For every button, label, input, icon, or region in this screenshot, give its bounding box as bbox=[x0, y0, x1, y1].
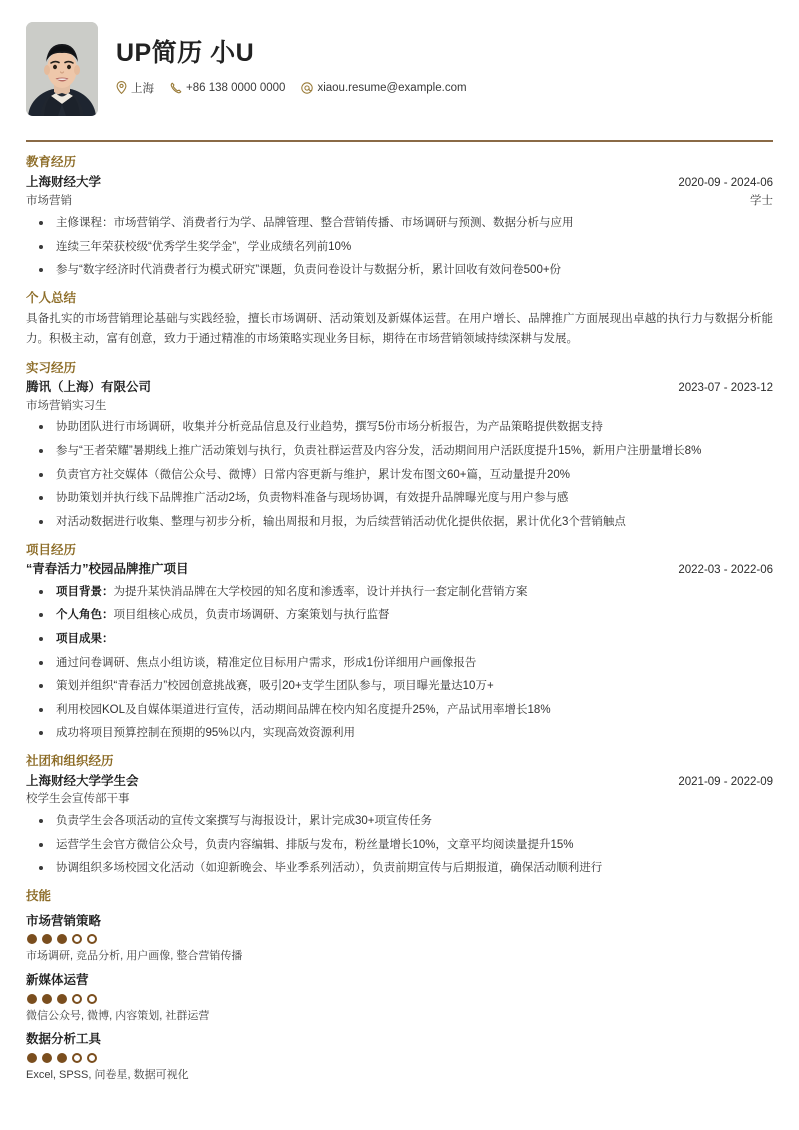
list-item-text: 为提升某快消品牌在大学校园的知名度和渗透率，设计并执行一套定制化营销方案 bbox=[113, 585, 528, 598]
section-title-internship: 实习经历 bbox=[26, 360, 77, 375]
contact-line bbox=[116, 80, 773, 96]
skill-dot-empty bbox=[72, 934, 82, 944]
list-item-text: 策划并组织“青春活力”校园创意挑战赛，吸引20+支学生团队参与，项目曝光量达10万+ bbox=[56, 680, 494, 693]
section-title-skills: 技能 bbox=[26, 888, 52, 903]
section-title-project: 项目经历 bbox=[26, 542, 77, 557]
project-bullet-list bbox=[26, 583, 773, 743]
location-pin-icon bbox=[116, 81, 127, 94]
list-item: 协调组织多场校园文化活动（如迎新晚会、毕业季系列活动），负责前期宣传与后期报道，确保活动顺利进行 bbox=[26, 859, 773, 878]
internship-bullet-list bbox=[26, 418, 773, 531]
club-bullet-list bbox=[26, 812, 773, 878]
list-item: 连续三年荣获校级“优秀学生奖学金”，学业成绩名列前10% bbox=[26, 238, 773, 257]
skill-keywords: 微信公众号, 微博, 内容策划, 社群运营 bbox=[26, 1009, 210, 1022]
contact-email-text: xiaou.resume@example.com bbox=[317, 81, 467, 94]
skill-keywords: 市场调研, 竞品分析, 用户画像, 整合营销传播 bbox=[26, 950, 243, 963]
list-item bbox=[26, 677, 773, 696]
phone-icon bbox=[170, 82, 182, 94]
skill-level-dots bbox=[27, 994, 773, 1004]
education-bullet-list bbox=[26, 214, 773, 280]
resume-header bbox=[26, 22, 773, 122]
club-entry bbox=[26, 772, 773, 878]
education-major: 市场营销 bbox=[26, 195, 72, 208]
skill-dot-filled bbox=[57, 1053, 67, 1063]
list-item-text: 项目组核心成员，负责市场调研、方案策划与执行监督 bbox=[113, 609, 390, 622]
club-date: 2021-09 - 2022-09 bbox=[678, 775, 773, 788]
section-title-education: 教育经历 bbox=[26, 155, 77, 169]
skill-level-dots bbox=[27, 1053, 773, 1063]
list-item: 运营学生会官方微信公众号，负责内容编辑、排版与发布，粉丝量增长10%，文章平均阅读量提升15% bbox=[26, 836, 773, 855]
list-item: 协助策划并执行线下品牌推广活动2场，负责物料准备与现场协调，有效提升品牌曝光度与用户参与感 bbox=[26, 489, 773, 508]
list-item-label: 项目背景： bbox=[56, 585, 114, 598]
internship-entry bbox=[26, 378, 773, 531]
list-item: 负责学生会各项活动的宣传文案撰写与海报设计，累计完成30+项宣传任务 bbox=[26, 812, 773, 831]
skill-item bbox=[26, 971, 773, 1024]
contact-email bbox=[301, 82, 466, 94]
contact-location-text: 上海 bbox=[131, 82, 154, 95]
list-item: 对活动数据进行收集、整理与初步分析，输出周报和月报，为后续营销活动优化提供依据，累计优化3个营销触点 bbox=[26, 513, 773, 532]
list-item: 负责官方社交媒体（微信公众号、微博）日常内容更新与维护，累计发布图文60+篇，互动量提升20% bbox=[26, 466, 773, 485]
project-entry bbox=[26, 560, 773, 743]
education-org: 上海财经大学 bbox=[26, 174, 102, 189]
contact-phone-text: +86 138 0000 0000 bbox=[186, 81, 286, 94]
skill-name: 数据分析工具 bbox=[26, 1032, 102, 1047]
skill-dot-filled bbox=[27, 994, 37, 1004]
education-date: 2020-09 - 2024-06 bbox=[678, 176, 773, 189]
project-date: 2022-03 - 2022-06 bbox=[678, 564, 773, 577]
skill-keywords: Excel, SPSS, 问卷星, 数据可视化 bbox=[26, 1068, 189, 1081]
page-title: UP简历 小U bbox=[116, 39, 255, 67]
club-role: 校学生会宣传部干事 bbox=[26, 793, 130, 806]
education-entry bbox=[26, 173, 773, 280]
summary-text: 具备扎实的市场营销理论基础与实践经验，擅长市场调研、活动策划及新媒体运营。在用户增长、品牌推广方面展现出卓越的执行力与数据分析能力。积极主动，富有创意，致力于通过精准的市场策略实现业务目标，期待在市场营销领域持续深耕与发展。 bbox=[26, 312, 773, 346]
skill-item bbox=[26, 1030, 773, 1083]
contact-phone bbox=[170, 82, 285, 94]
section-title-club: 社团和组织经历 bbox=[26, 754, 114, 769]
skill-name: 市场营销策略 bbox=[26, 913, 102, 928]
list-item-label: 项目成果： bbox=[56, 632, 114, 645]
list-item: 协助团队进行市场调研，收集并分析竞品信息及行业趋势，撰写5份市场分析报告，为产品策略提供数据支持 bbox=[26, 418, 773, 437]
skill-dot-filled bbox=[42, 1053, 52, 1063]
skill-dot-empty bbox=[87, 994, 97, 1004]
skill-dot-empty bbox=[72, 1053, 82, 1063]
list-item: 主修课程：市场营销学、消费者行为学、品牌管理、整合营销传播、市场调研与预测、数据分析与应用 bbox=[26, 214, 773, 233]
skill-item bbox=[26, 912, 773, 965]
internship-date: 2023-07 - 2023-12 bbox=[678, 382, 773, 395]
list-item-text: 利用校园KOL及自媒体渠道进行宣传，活动期间品牌在校内知名度提升25%，产品试用率增长18% bbox=[56, 703, 551, 716]
internship-role: 市场营销实习生 bbox=[26, 399, 107, 412]
skill-dot-empty bbox=[87, 1053, 97, 1063]
list-item-text: 通过问卷调研、焦点小组访谈，精准定位目标用户需求，形成1份详细用户画像报告 bbox=[56, 656, 477, 669]
list-item bbox=[26, 583, 773, 602]
education-degree: 学士 bbox=[750, 195, 773, 208]
list-item-label: 个人角色： bbox=[56, 609, 114, 622]
club-org: 上海财经大学学生会 bbox=[26, 773, 139, 788]
section-title-summary: 个人总结 bbox=[26, 290, 77, 305]
list-item bbox=[26, 701, 773, 720]
section-skills bbox=[26, 887, 773, 1084]
avatar bbox=[26, 22, 98, 116]
section-summary bbox=[26, 289, 773, 350]
skill-dot-filled bbox=[27, 1053, 37, 1063]
list-item bbox=[26, 606, 773, 625]
list-item bbox=[26, 630, 773, 649]
project-name: “青春活力”校园品牌推广项目 bbox=[26, 562, 189, 577]
section-education bbox=[26, 153, 773, 280]
skill-dot-filled bbox=[42, 994, 52, 1004]
list-item-text: 成功将项目预算控制在预期的95%以内，实现高效资源利用 bbox=[56, 727, 356, 740]
list-item bbox=[26, 724, 773, 743]
skill-dot-filled bbox=[27, 934, 37, 944]
internship-org: 腾讯（上海）有限公司 bbox=[26, 380, 152, 395]
skill-level-dots bbox=[27, 934, 773, 944]
list-item bbox=[26, 654, 773, 673]
list-item: 参与“数字经济时代消费者行为模式研究”课题，负责问卷设计与数据分析，累计回收有效问卷500+份 bbox=[26, 261, 773, 280]
skill-name: 新媒体运营 bbox=[26, 972, 89, 987]
section-project bbox=[26, 541, 773, 744]
skill-dot-empty bbox=[87, 934, 97, 944]
section-club bbox=[26, 752, 773, 878]
skill-dot-empty bbox=[72, 994, 82, 1004]
email-at-icon bbox=[301, 82, 313, 94]
contact-location bbox=[116, 80, 154, 96]
list-item: 参与“王者荣耀”暑期线上推广活动策划与执行，负责社群运营及内容分发，活动期间用户活跃度提升15%，新用户注册量增长8% bbox=[26, 442, 773, 461]
header-text-block bbox=[116, 22, 773, 96]
skill-dot-filled bbox=[57, 934, 67, 944]
skill-dot-filled bbox=[57, 994, 67, 1004]
skill-dot-filled bbox=[42, 934, 52, 944]
header-divider bbox=[26, 140, 773, 142]
section-internship bbox=[26, 359, 773, 532]
